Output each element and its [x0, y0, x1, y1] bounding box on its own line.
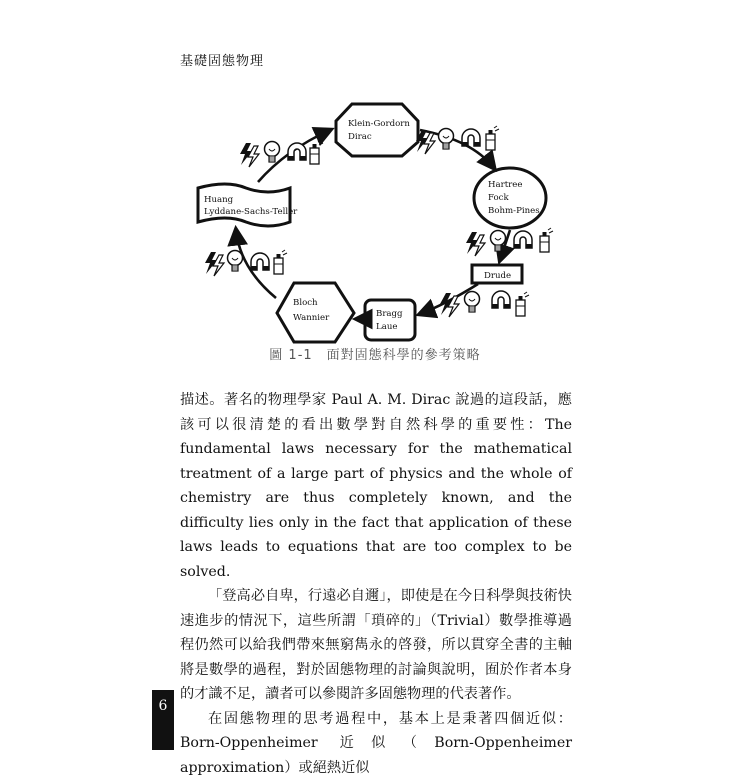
- battery-icon: [516, 292, 529, 316]
- lightbulb-icon: [465, 292, 480, 313]
- body-text: [180, 388, 572, 780]
- figure-caption: [0, 344, 750, 363]
- figure-caption-text: 面對固態科學的參考策略: [327, 348, 481, 363]
- lightning-icon: [466, 232, 485, 256]
- icon-group-bottom-right: [440, 291, 529, 317]
- icon-group-top-left: [240, 140, 323, 167]
- magnet-icon: [492, 291, 510, 308]
- battery-icon: [540, 228, 553, 252]
- lightbulb-icon: [265, 142, 280, 163]
- battery-icon: [310, 140, 323, 164]
- figure-number: 圖 1-1: [269, 348, 312, 363]
- paragraph-four-approximations: 在固態物理的思考過程中，基本上是秉著四個近似：Born-Oppenheimer 近似（Born-Oppenheimer approximation）或絕熱近似: [180, 707, 572, 780]
- lightbulb-icon: [228, 251, 243, 272]
- svg-text:Bohm-Pines: Bohm-Pines: [488, 206, 540, 216]
- svg-text:Bloch: Bloch: [293, 298, 318, 308]
- svg-text:Huang: Huang: [204, 195, 234, 205]
- bloch-wannier-node: [277, 283, 354, 342]
- magnet-icon: [514, 231, 532, 248]
- paragraph-trivial-math: 「登高必自卑，行遠必自邇」，即使是在今日科學與技術快速進步的情況下，這些所謂「瑣碎的」（Trivial）數學推導過程仍然可以給我們帶來無窮雋永的啓發，所以貫穿全書的主軸將是數學的過程，對於固態物理的討論與說明，囿於作者本身的才識不足，讀者可以參閱許多固態物理的代表著作。: [180, 584, 572, 707]
- huang-lst-node: [198, 184, 298, 226]
- svg-text:Fock: Fock: [488, 193, 509, 203]
- battery-icon: [274, 250, 287, 274]
- lightning-icon: [205, 252, 224, 276]
- strategy-cycle-diagram: [0, 0, 750, 350]
- lightbulb-icon: [439, 129, 454, 150]
- battery-icon: [486, 126, 499, 150]
- magnet-icon: [288, 143, 306, 160]
- svg-text:Wannier: Wannier: [293, 313, 330, 323]
- klein-dirac-node: [336, 104, 418, 156]
- svg-text:Dirac: Dirac: [348, 132, 372, 142]
- svg-text:Hartree: Hartree: [488, 180, 522, 190]
- svg-text:Klein-Gordorn: Klein-Gordorn: [348, 119, 410, 129]
- page-number-tab: 6: [152, 690, 174, 750]
- svg-text:Laue: Laue: [376, 322, 397, 332]
- bragg-laue-node: [365, 300, 415, 340]
- svg-text:Lyddane-Sachs-Teller: Lyddane-Sachs-Teller: [204, 207, 298, 217]
- paragraph-dirac-quote: 描述。著名的物理學家 Paul A. M. Dirac 說過的這段話，應該可以很清楚的看出數學對自然科學的重要性：The fundamental laws necessary for the mathematical treatment of a large part of physics and the whole of chemistry are thus completely known, and the difficulty lies only in the fact that application of these laws leads to equations that are too complex to be solved.: [180, 388, 572, 584]
- magnet-icon: [251, 253, 269, 270]
- running-head: 基礎固態物理: [180, 50, 264, 69]
- svg-text:Bragg: Bragg: [376, 309, 403, 319]
- hartree-fock-node: [474, 168, 546, 228]
- drude-node: [472, 265, 522, 283]
- svg-text:Drude: Drude: [484, 271, 511, 281]
- magnet-icon: [462, 129, 480, 146]
- lightning-icon: [240, 143, 259, 167]
